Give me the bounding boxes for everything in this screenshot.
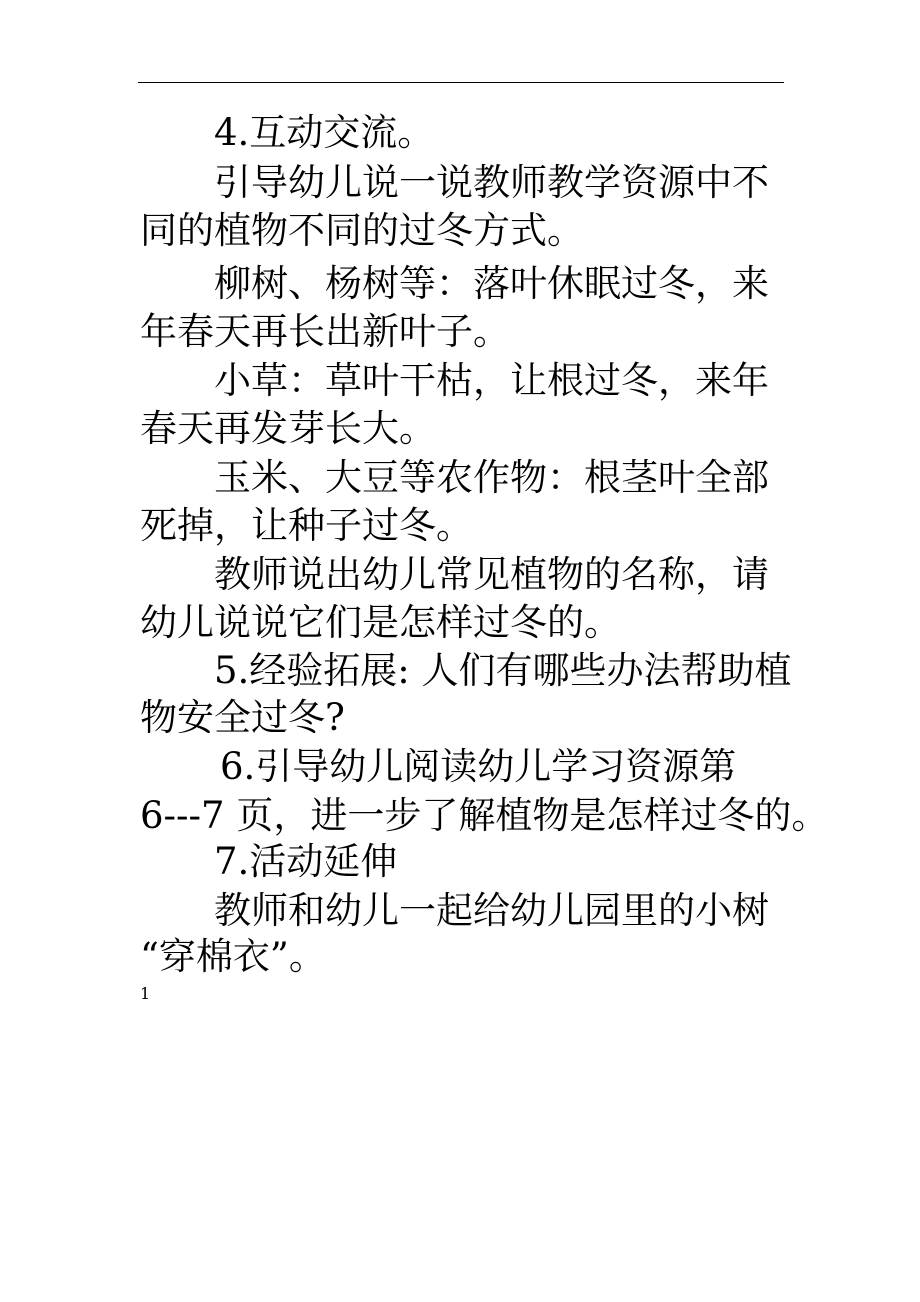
header-rule — [138, 82, 784, 83]
paragraph-line: 教师说出幼儿常见植物的名称，请 — [214, 553, 769, 596]
paragraph-line: 死掉，让种子过冬。 — [140, 504, 473, 547]
section-heading-experience: 5.经验拓展: 人们有哪些办法帮助植 — [214, 649, 792, 692]
section-heading-reading: 6.引导幼儿阅读幼儿学习资源第 — [220, 745, 737, 788]
paragraph-line: 柳树、杨树等：落叶休眠过冬，来 — [214, 262, 769, 305]
section-heading-extension: 7.活动延伸 — [214, 840, 398, 883]
paragraph-line: 引导幼儿说一说教师教学资源中不 — [214, 161, 769, 204]
paragraph-line: 同的植物不同的过冬方式。 — [140, 209, 584, 252]
page-number: 1 — [140, 984, 151, 1003]
paragraph-line: 年春天再长出新叶子。 — [140, 310, 510, 353]
paragraph-line: 6---7 页，进一步了解植物是怎样过冬的。 — [140, 794, 829, 837]
paragraph-line: 玉米、大豆等农作物：根茎叶全部 — [214, 456, 769, 499]
paragraph-line: 小草：草叶干枯，让根过冬，来年 — [214, 359, 769, 402]
paragraph-line: 春天再发芽长大。 — [140, 407, 436, 450]
paragraph-line: “穿棉衣”。 — [140, 935, 326, 978]
paragraph-line: 教师和幼儿一起给幼儿园里的小树 — [214, 889, 769, 932]
paragraph-line: 幼儿说说它们是怎样过冬的。 — [140, 601, 621, 644]
paragraph-line: 物安全过冬? — [140, 696, 345, 739]
section-heading-interaction: 4.互动交流。 — [214, 111, 435, 154]
